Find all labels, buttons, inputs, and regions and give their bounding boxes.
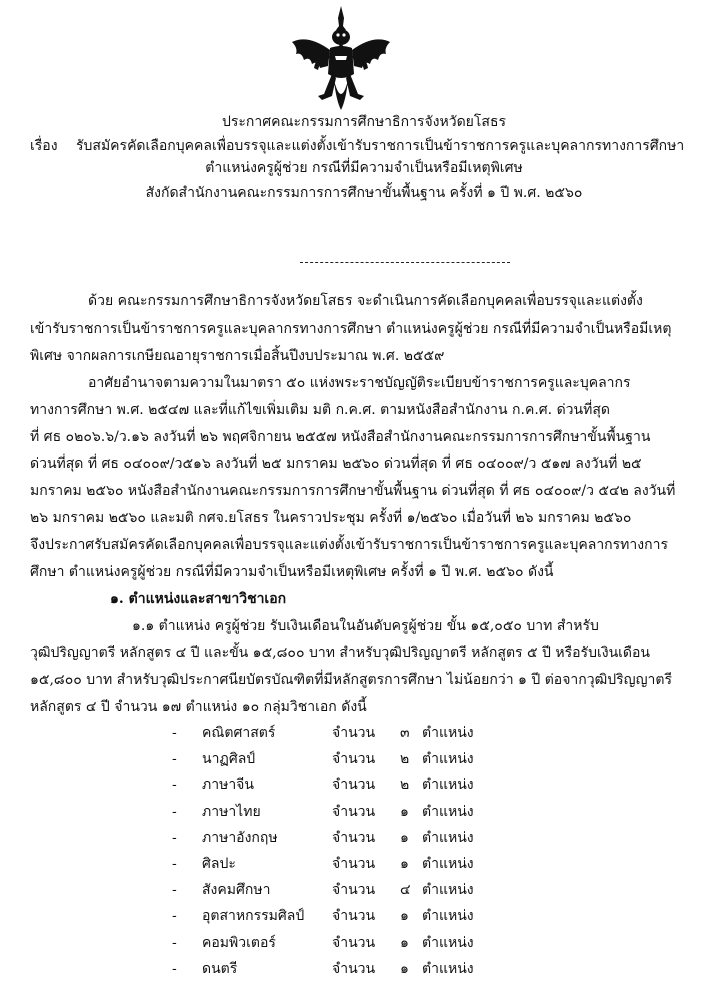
subject-name: ศิลปะ <box>202 855 236 872</box>
position-count: ๒ <box>400 751 410 768</box>
subject-name: คอมพิวเตอร์ <box>202 934 276 951</box>
subject-list-item <box>172 772 512 798</box>
list-dash: - <box>172 960 177 977</box>
position-count: ๑ <box>400 855 409 872</box>
amount-label: จำนวน <box>332 908 376 925</box>
position-count: ๓ <box>400 725 410 741</box>
position-line: ตำแหน่งครูผู้ช่วย กรณีที่มีความจำเป็นหรือมีเหตุพิเศษ <box>205 160 523 176</box>
section-1-1-line-3: ๑๕,๘๐๐ บาท สำหรับวุฒิประกาศนียบัตรบัณฑิตที่มีหลักสูตรการศึกษา ไม่น้อยกว่า ๑ ปี ต่อจากวุฒิปริญญาตรี <box>30 672 672 688</box>
amount-label: จำนวน <box>332 855 376 872</box>
subject-name: ภาษาจีน <box>202 777 254 794</box>
list-dash: - <box>172 725 177 741</box>
list-dash: - <box>172 803 177 820</box>
amount-label: จำนวน <box>332 803 376 820</box>
list-dash: - <box>172 751 177 768</box>
subject-list-item <box>172 746 512 772</box>
subject-list-item <box>172 720 512 746</box>
section-1-1-line-1: ๑.๑ ตำแหน่ง ครูผู้ช่วย รับเงินเดือนในอันดับครูผู้ช่วย ขั้น ๑๕,๐๕๐ บาท สำหรับ <box>132 618 599 634</box>
garuda-emblem-icon <box>288 4 394 112</box>
unit-label: ตำแหน่ง <box>422 829 474 846</box>
para1-line-2: เข้ารับราชการเป็นข้าราชการครูและบุคลากรทางการศึกษา ตำแหน่งครูผู้ช่วย กรณีที่มีความจำเป็นหรือมีเหตุ <box>30 321 672 337</box>
para2-line-3: ที่ ศธ ๐๒๐๖.๖/ว.๑๖ ลงวันที่ ๒๖ พฤศจิกายน ๒๕๕๗ หนังสือสำนักงานคณะกรรมการการศึกษาขั้นพื้นฐาน <box>30 429 651 445</box>
position-count: ๑ <box>400 908 409 925</box>
subject-list-item <box>172 956 512 982</box>
para2-line-7: จึงประกาศรับสมัครคัดเลือกบุคคลเพื่อบรรจุและแต่งตั้งเข้ารับราชการเป็นข้าราชการครูและบุคลากรทางการ <box>30 537 668 553</box>
unit-label: ตำแหน่ง <box>422 882 474 899</box>
subject-name: นาฏศิลป์ <box>202 751 256 768</box>
position-count: ๑ <box>400 803 409 820</box>
subject-name: ภาษาอังกฤษ <box>202 829 278 846</box>
para1-line-3: พิเศษ จากผลการเกษียณอายุราชการเมื่อสิ้นปีงบประมาณ พ.ศ. ๒๕๕๙ <box>30 348 445 364</box>
subject-name: ภาษาไทย <box>202 803 261 820</box>
amount-label: จำนวน <box>332 725 376 741</box>
position-count: ๑ <box>400 829 409 846</box>
para1-line-1: ด้วย คณะกรรมการศึกษาธิการจังหวัดยโสธร จะดำเนินการคัดเลือกบุคคลเพื่อบรรจุและแต่งตั้ง <box>88 293 643 309</box>
list-dash: - <box>172 855 177 872</box>
unit-label: ตำแหน่ง <box>422 725 474 741</box>
subject-text: รับสมัครคัดเลือกบุคคลเพื่อบรรจุและแต่งตั้งเข้ารับราชการเป็นข้าราชการครูและบุคลากรทางการศึกษา <box>76 138 685 154</box>
list-dash: - <box>172 908 177 925</box>
position-count: ๔ <box>400 882 411 899</box>
subject-name: คณิตศาสตร์ <box>202 725 276 741</box>
subject-list-item <box>172 799 512 825</box>
subject-name: ดนตรี <box>202 960 238 977</box>
amount-label: จำนวน <box>332 960 376 977</box>
unit-label: ตำแหน่ง <box>422 803 474 820</box>
amount-label: จำนวน <box>332 882 376 899</box>
amount-label: จำนวน <box>332 934 376 951</box>
subject-list-item <box>172 877 512 903</box>
unit-label: ตำแหน่ง <box>422 855 474 872</box>
subject-name: อุตสาหกรรมศิลป์ <box>202 908 305 925</box>
subject-line <box>30 136 684 156</box>
para2-line-4: ด่วนที่สุด ที่ ศธ ๐๔๐๐๙/ว๕๑๖ ลงวันที่ ๒๕ มกราคม ๒๕๖๐ ด่วนที่สุด ที่ ศธ ๐๔๐๐๙/ว ๕๑๗ ลงวันที่ ๒๕ <box>30 456 642 472</box>
subject-name: สังคมศึกษา <box>202 882 271 899</box>
affiliation-line: สังกัดสำนักงานคณะกรรมการการศึกษาขั้นพื้นฐาน ครั้งที่ ๑ ปี พ.ศ. ๒๕๖๐ <box>145 185 583 201</box>
unit-label: ตำแหน่ง <box>422 934 474 951</box>
section-1-heading: ๑. ตำแหน่งและสาขาวิชาเอก <box>110 591 287 607</box>
subject-list-item <box>172 903 512 929</box>
para2-line-2: ทางการศึกษา พ.ศ. ๒๕๔๗ และที่แก้ไขเพิ่มเติม มติ ก.ค.ศ. ตามหนังสือสำนักงาน ก.ค.ศ. ด่วนที่สุด <box>30 402 610 418</box>
amount-label: จำนวน <box>332 751 376 768</box>
section-1-1-line-4: หลักสูตร ๔ ปี จำนวน ๑๗ ตำแหน่ง ๑๐ กลุ่มวิชาเอก ดังนี้ <box>30 699 367 715</box>
unit-label: ตำแหน่ง <box>422 908 474 925</box>
amount-label: จำนวน <box>332 777 376 794</box>
list-dash: - <box>172 829 177 846</box>
subject-list-item <box>172 851 512 877</box>
section-1-1-line-2: วุฒิปริญญาตรี หลักสูตร ๔ ปี และขั้น ๑๕,๘๐๐ บาท สำหรับวุฒิปริญญาตรี หลักสูตร ๕ ปี หรือรับเงินเดือน <box>30 645 650 661</box>
para2-line-6: ๒๖ มกราคม ๒๕๖๐ และมติ กศจ.ยโสธร ในคราวประชุม ครั้งที่ ๑/๒๕๖๐ เมื่อวันที่ ๒๖ มกราคม ๒๕๖๐ <box>30 510 632 526</box>
unit-label: ตำแหน่ง <box>422 960 474 977</box>
unit-label: ตำแหน่ง <box>422 751 474 768</box>
subject-label: เรื่อง <box>30 138 58 154</box>
list-dash: - <box>172 882 177 899</box>
subject-list-item <box>172 825 512 851</box>
list-dash: - <box>172 777 177 794</box>
announcement-title: ประกาศคณะกรรมการศึกษาธิการจังหวัดยโสธร <box>221 114 507 130</box>
para2-line-8: ศึกษา ตำแหน่งครูผู้ช่วย กรณีที่มีความจำเป็นหรือมีเหตุพิเศษ ครั้งที่ ๑ ปี พ.ศ. ๒๕๖๐ ดังนี้ <box>30 564 554 580</box>
para2-line-1: อาศัยอำนาจตามความในมาตรา ๕๐ แห่งพระราชบัญญัติระเบียบข้าราชการครูและบุคลากร <box>88 375 631 391</box>
position-count: ๑ <box>400 960 409 977</box>
position-count: ๑ <box>400 934 409 951</box>
header-divider <box>300 262 510 263</box>
list-dash: - <box>172 934 177 951</box>
unit-label: ตำแหน่ง <box>422 777 474 794</box>
position-count: ๒ <box>400 777 410 794</box>
amount-label: จำนวน <box>332 829 376 846</box>
para2-line-5: มกราคม ๒๕๖๐ หนังสือสำนักงานคณะกรรมการการศึกษาขั้นพื้นฐาน ด่วนที่สุด ที่ ศธ ๐๔๐๐๙/ว ๕๔๒ ลงวันที่ <box>30 483 676 499</box>
